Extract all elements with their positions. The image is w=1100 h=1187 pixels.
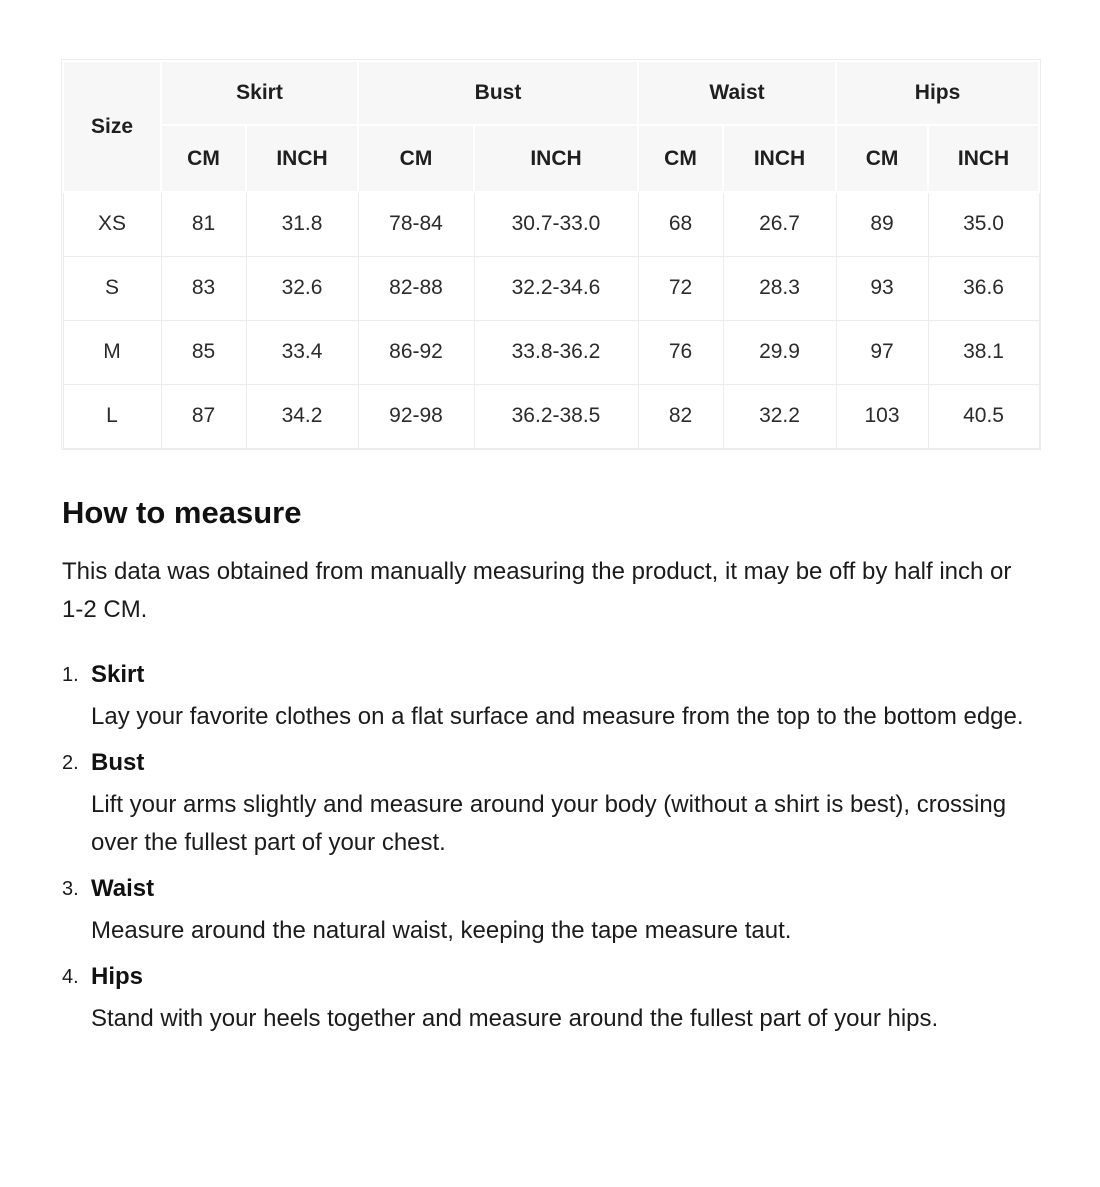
value-cell: 32.2 — [723, 384, 836, 448]
step-title: Waist — [91, 874, 155, 902]
column-group-hips: Hips — [836, 61, 1039, 125]
value-cell: 78-84 — [358, 192, 474, 256]
value-cell: 28.3 — [723, 256, 836, 320]
value-cell: 36.6 — [928, 256, 1039, 320]
value-cell: 40.5 — [928, 384, 1039, 448]
value-cell: 76 — [638, 320, 723, 384]
table-row-m — [63, 320, 1039, 384]
unit-header: CM — [638, 125, 723, 192]
value-cell: 85 — [161, 320, 246, 384]
step-number: 2. — [62, 751, 79, 774]
value-cell: 31.8 — [246, 192, 358, 256]
unit-header: INCH — [474, 125, 638, 192]
value-cell: 34.2 — [246, 384, 358, 448]
table-row-xs — [63, 192, 1039, 256]
list-item — [62, 875, 1038, 950]
value-cell: 33.8-36.2 — [474, 320, 638, 384]
value-cell: 82 — [638, 384, 723, 448]
size-cell: S — [63, 256, 161, 320]
step-description: Stand with your heels together and measure around the fullest part of your hips. — [91, 1004, 939, 1032]
table-row-l — [63, 384, 1039, 448]
page — [62, 0, 1038, 1038]
list-item — [62, 661, 1038, 736]
value-cell: 26.7 — [723, 192, 836, 256]
step-description: Lay your favorite clothes on a flat surface and measure from the top to the bottom edge. — [91, 702, 1024, 730]
list-item — [62, 963, 1038, 1038]
value-cell: 89 — [836, 192, 928, 256]
table-row-s — [63, 256, 1039, 320]
column-group-skirt: Skirt — [161, 61, 358, 125]
unit-header: INCH — [928, 125, 1039, 192]
step-description: Measure around the natural waist, keeping the tape measure taut. — [91, 916, 792, 944]
value-cell: 29.9 — [723, 320, 836, 384]
unit-header: CM — [836, 125, 928, 192]
how-to-measure-list — [62, 661, 1038, 1038]
value-cell: 36.2-38.5 — [474, 384, 638, 448]
value-cell: 83 — [161, 256, 246, 320]
value-cell: 92-98 — [358, 384, 474, 448]
step-number: 3. — [62, 877, 79, 900]
unit-header: INCH — [723, 125, 836, 192]
step-title: Hips — [91, 962, 144, 990]
unit-header: CM — [358, 125, 474, 192]
step-description: Lift your arms slightly and measure around your body (without a shirt is best), crossing over the fullest part of your chest. — [91, 790, 1007, 856]
value-cell: 93 — [836, 256, 928, 320]
size-chart-table — [62, 60, 1040, 449]
how-to-measure-title: How to measure — [62, 494, 302, 530]
value-cell: 35.0 — [928, 192, 1039, 256]
value-cell: 72 — [638, 256, 723, 320]
value-cell: 86-92 — [358, 320, 474, 384]
value-cell: 97 — [836, 320, 928, 384]
how-to-measure-intro: This data was obtained from manually measuring the product, it may be off by half inch or 1-2 CM. — [62, 557, 1012, 623]
size-cell: L — [63, 384, 161, 448]
column-header-size: Size — [63, 61, 161, 192]
step-number: 4. — [62, 965, 79, 988]
step-number: 1. — [62, 663, 79, 686]
unit-header: INCH — [246, 125, 358, 192]
value-cell: 32.6 — [246, 256, 358, 320]
value-cell: 38.1 — [928, 320, 1039, 384]
value-cell: 87 — [161, 384, 246, 448]
value-cell: 81 — [161, 192, 246, 256]
column-group-waist: Waist — [638, 61, 836, 125]
size-cell: XS — [63, 192, 161, 256]
value-cell: 68 — [638, 192, 723, 256]
value-cell: 30.7-33.0 — [474, 192, 638, 256]
unit-header: CM — [161, 125, 246, 192]
value-cell: 32.2-34.6 — [474, 256, 638, 320]
value-cell: 33.4 — [246, 320, 358, 384]
column-group-bust: Bust — [358, 61, 638, 125]
step-title: Skirt — [91, 660, 145, 688]
size-cell: M — [63, 320, 161, 384]
list-item — [62, 749, 1038, 862]
value-cell: 82-88 — [358, 256, 474, 320]
value-cell: 103 — [836, 384, 928, 448]
step-title: Bust — [91, 748, 145, 776]
